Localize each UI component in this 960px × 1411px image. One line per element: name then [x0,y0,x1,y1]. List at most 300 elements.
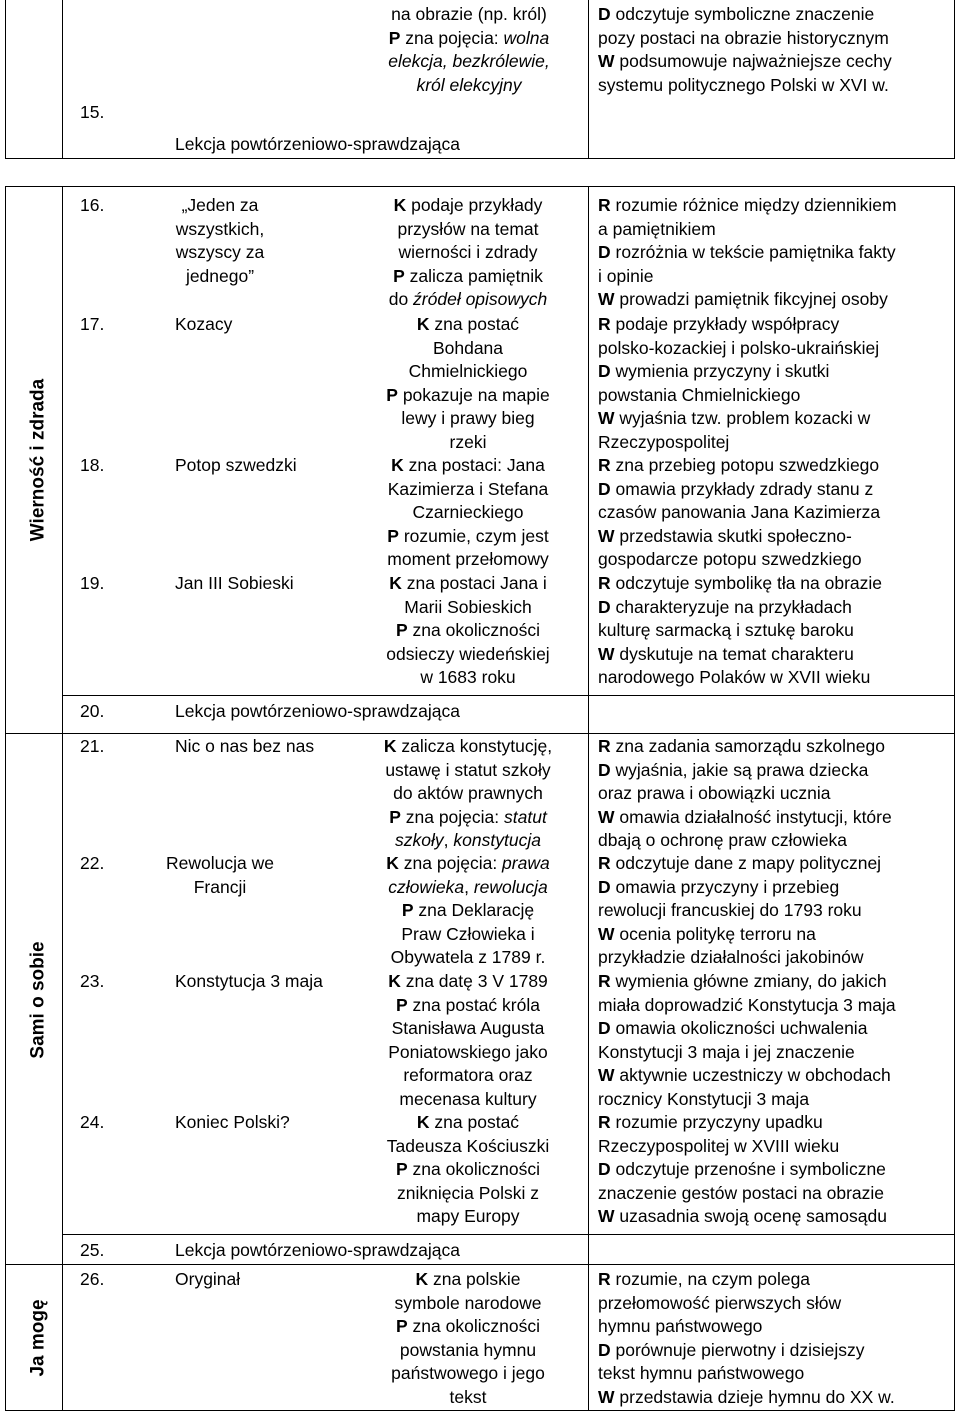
text-segment: rozróżnia w tekście pamiętnika fakty [610,242,896,262]
text-segment: Czarnieckiego [412,502,524,522]
text-line [357,265,579,289]
text-segment: na obrazie (np. król) [391,4,547,24]
text-line [598,501,950,525]
text-segment: Bohdana [432,337,504,358]
title-line: Jan III Sobieski [175,573,294,593]
text-segment: Stanisława Augusta [391,1018,545,1038]
level-marker: P [388,27,401,48]
text-segment: zna okoliczności [407,1316,540,1336]
text-line [357,782,579,806]
section-label-wiernosc: Wierność i zdrada [27,378,49,542]
text-line [598,596,950,620]
level-marker: K [393,195,407,215]
table-border-bottom-top [5,158,955,159]
level-marker: R [598,195,611,215]
text-line [357,431,579,455]
text-segment: zna pojęcia: [400,806,504,827]
text-line [598,876,950,900]
level-marker: K [383,736,397,756]
level-marker: K [389,573,402,593]
lesson-title [175,572,294,596]
section-label-ja-moge: Ja mogę [27,1299,49,1377]
level-marker: R [598,971,611,991]
text-segment: rozumie, na czym polega [610,1269,811,1289]
text-line [357,666,579,690]
text-segment: gospodarcze potopu szwedzkiego [598,549,862,569]
text-line [598,1339,950,1363]
table-border-left-top [5,0,6,158]
text-segment: Tadeusza Kościuszki [386,1135,550,1156]
text-segment: zna pojęcia: [398,853,503,873]
text-segment: dbają o ochronę praw człowieka [598,830,848,850]
text-segment: systemu politycznego Polski w XVI w. [598,74,889,95]
outcomes-cell [598,852,950,970]
text-line [598,337,950,361]
text-line [598,1064,950,1088]
text-segment: rozumie różnice między dziennikiem [610,195,897,215]
text-line [598,735,950,759]
text-line [357,1268,579,1292]
text-segment: w 1683 roku [420,667,516,687]
column-divider [62,186,63,1410]
outcomes-cell [598,313,950,454]
requirements-cell [357,970,579,1111]
lesson-number: 19. [80,573,105,593]
text-line [357,241,579,265]
level-marker: K [415,1269,429,1289]
title-line: „Jeden za [181,195,259,215]
column-divider [588,186,589,1410]
text-segment: zna postać [429,314,520,334]
text-segment: , [443,830,454,850]
title-line: Rewolucja we [166,853,274,873]
text-segment: zna okoliczności [407,620,540,640]
outcomes-cell [598,1111,950,1229]
text-line [598,50,950,74]
text-line [598,1017,950,1041]
text-segment: powstania Chmielnickiego [598,384,801,405]
text-line [598,829,950,853]
text-line [598,946,950,970]
level-marker: W [598,1206,615,1226]
text-line [357,1135,579,1159]
outcomes-cell [598,970,950,1111]
level-marker: K [388,971,401,991]
row-divider [62,1234,955,1235]
text-segment: zna okoliczności [407,1159,540,1179]
text-line [598,1135,950,1159]
text-segment: zalicza pamiętnik [404,265,543,286]
lesson-title [175,735,314,759]
text-line [357,596,579,620]
text-line [357,899,579,923]
text-line [598,384,950,408]
top-requirements [360,3,578,97]
text-line [598,806,950,830]
review-lesson: Lekcja powtórzeniowo-sprawdzająca [175,1240,461,1260]
text-segment: przysłów na temat [397,218,539,239]
text-line [598,548,950,572]
text-segment: mecenasa kultury [399,1088,537,1109]
lesson-number: 15. [80,102,105,122]
level-marker: D [598,361,611,381]
text-segment: do [388,289,414,309]
text-segment: Kazimierza i Stefana [387,478,549,499]
text-segment: rewolucja [473,876,548,897]
level-marker: P [393,265,405,286]
text-segment: pokazuje na mapie [397,384,550,405]
text-segment: aktywnie uczestniczy w obchodach [614,1065,891,1085]
text-line [598,478,950,502]
text-line [357,407,579,431]
text-segment: omawia działalność instytucji, które [614,806,892,827]
table-border-top [5,186,955,187]
lesson-title [175,454,297,478]
level-marker: W [598,1386,615,1407]
text-segment: zna postać [429,1112,520,1132]
level-marker: P [386,384,398,405]
text-segment: źródeł opisowych [413,289,548,309]
text-line [357,1111,579,1135]
top-outcomes [598,3,950,97]
lesson-number: 24. [80,1112,105,1132]
text-line [357,1339,579,1363]
text-segment: pozy postaci na obrazie historycznym [598,27,889,48]
level-marker: R [598,573,611,593]
text-segment: zna postaci Jana i [401,573,547,593]
outcomes-cell [598,572,950,690]
text-line [598,994,950,1018]
text-segment: dyskutuje na temat charakteru [614,643,854,664]
text-line [598,1111,950,1135]
text-segment: zna zadania samorządu szkolnego [610,736,885,756]
text-line [357,994,579,1018]
text-segment: prawa [502,853,550,873]
text-line [357,384,579,408]
level-marker: D [598,242,611,262]
level-marker: R [598,314,611,334]
level-marker: P [396,1316,408,1336]
section-divider [5,1264,955,1265]
level-marker: W [598,1065,615,1085]
requirements-cell [357,852,579,970]
lesson-number: 25. [80,1240,105,1260]
text-segment: przykładzie działalności jakobinów [598,947,864,967]
level-marker: P [389,806,401,827]
text-segment: omawia przyczyny i przebieg [610,876,840,897]
text-segment: rewolucji francuskiej do 1793 roku [598,900,862,920]
text-segment: wierności i zdrady [398,242,538,262]
requirements-cell [357,1111,579,1229]
level-marker: R [598,853,611,873]
text-line [598,572,950,596]
section-label-sami-o-sobie: Sami o sobie [27,941,49,1059]
text-line [357,194,579,218]
text-segment: państwowego i jego [391,1363,545,1383]
level-marker: R [598,1112,611,1132]
text-segment: statut [504,806,547,827]
text-line [598,431,950,455]
row-divider [62,695,955,696]
text-segment: odczytuje symbolikę tła na obrazie [610,573,883,593]
text-segment: powstania hymnu [399,1339,537,1360]
text-segment: przedstawia skutki społeczno- [614,525,852,546]
text-line [357,313,579,337]
title-line: Oryginał [175,1269,241,1289]
title-line: Konstytucja 3 maja [175,971,323,991]
title-line: Potop szwedzki [175,455,297,475]
level-marker: P [387,525,399,546]
requirements-cell [357,1268,579,1409]
level-marker: R [598,455,611,475]
text-segment: oraz prawa i obowiązki ucznia [598,783,831,803]
level-marker: P [396,994,408,1015]
text-line [357,1315,579,1339]
title-line: Kozacy [175,314,233,334]
text-segment: elekcja, bezkrólewie, [388,51,550,71]
text-segment: odczytuje symboliczne znaczenie [610,4,875,24]
text-line [360,3,578,27]
text-segment: uzasadnia swoją ocenę samosądu [614,1206,887,1226]
text-line [598,1205,950,1229]
text-line [357,288,579,312]
text-line [357,923,579,947]
text-line [598,1268,950,1292]
text-segment: rozumie, czym jest [398,525,549,546]
lesson-number: 17. [80,314,105,334]
text-line [598,1292,950,1316]
text-line [357,454,579,478]
text-segment: zna Deklarację [413,900,535,920]
level-marker: D [598,1018,611,1038]
level-marker: D [598,478,611,499]
text-segment: Rzeczypospolitej w XVIII wieku [598,1135,840,1156]
text-segment: odczytuje przenośne i symboliczne [610,1159,886,1179]
text-line [357,1088,579,1112]
text-line [598,619,950,643]
text-line [357,1362,579,1386]
text-segment: symbole narodowe [394,1292,542,1313]
text-line [598,923,950,947]
text-line [598,3,950,27]
text-segment: polsko-kozackiej i polsko-ukraińskiej [598,337,880,358]
text-line [598,1386,950,1410]
lesson-title [175,970,323,994]
review-lesson: Lekcja powtórzeniowo-sprawdzająca [175,134,461,154]
title-line: Nic o nas bez nas [175,736,315,756]
text-segment: wymienia przyczyny i skutki [610,361,830,381]
outcomes-cell [598,735,950,853]
text-segment: zna polskie [428,1269,521,1289]
text-line [357,1064,579,1088]
text-line [357,360,579,384]
text-line [598,643,950,667]
text-line [598,852,950,876]
text-line [357,1292,579,1316]
lesson-number: 16. [80,195,105,215]
text-segment: charakteryzuje na przykładach [610,596,852,617]
text-segment: ocenia politykę terroru na [614,923,816,944]
text-line [357,1158,579,1182]
text-line [357,829,579,853]
text-line [598,265,950,289]
text-segment: lewy i prawy bieg [401,408,535,428]
lesson-number: 18. [80,455,105,475]
text-line [598,1041,950,1065]
text-segment: tekst hymnu państwowego [598,1363,805,1383]
requirements-cell [357,454,579,572]
text-segment: Poniatowskiego jako [388,1041,548,1062]
text-line [357,572,579,596]
text-segment: znaczenie gestów postaci na obrazie [598,1182,885,1203]
text-line [598,360,950,384]
level-marker: W [598,806,615,827]
text-segment: kulturę sarmacką i sztukę baroku [598,620,854,640]
text-line [357,735,579,759]
text-segment: przełomowość pierwszych słów [598,1292,842,1313]
level-marker: W [598,923,615,944]
text-line [357,1386,579,1410]
level-marker: K [391,455,404,475]
text-segment: Praw Człowieka i [401,923,535,944]
level-marker: P [396,620,408,640]
level-marker: P [401,900,414,920]
text-segment: tekst [449,1386,487,1407]
text-line [598,27,950,51]
level-marker: D [598,1339,611,1360]
text-segment: porównuje pierwotny i dzisiejszy [610,1339,865,1360]
level-marker: K [386,853,399,873]
outcomes-cell [598,194,950,312]
text-line [598,666,950,690]
text-line [598,525,950,549]
level-marker: D [598,759,611,780]
text-segment: wolna [503,27,550,48]
level-marker: R [598,736,611,756]
lesson-number: 23. [80,971,105,991]
text-segment: narodowego Polaków w XVII wieku [598,667,871,687]
title-line: wszystkich, [175,218,265,239]
column-divider [62,0,63,158]
text-line [357,946,579,970]
text-line [360,74,578,98]
text-segment: zalicza konstytucję, [396,736,553,756]
text-line [357,759,579,783]
lesson-title [150,852,290,899]
text-segment: Chmielnickiego [408,361,528,381]
requirements-cell [357,735,579,853]
title-line: jednego” [185,265,255,286]
text-segment: król elekcyjny [416,74,522,95]
text-line [598,288,950,312]
text-line [357,218,579,242]
text-segment: zna pojęcia: [400,27,504,48]
text-line [598,899,950,923]
text-segment: i opinie [598,265,654,286]
level-marker: W [598,643,615,664]
text-segment: reformatora oraz [403,1065,533,1085]
section-divider [5,733,955,734]
lesson-title [175,1268,240,1292]
text-segment: podaje przykłady [406,195,543,215]
table-border-right [954,186,955,1410]
requirements-cell [357,313,579,454]
text-segment: konstytucja [453,830,541,850]
table-border-right-top [954,0,955,158]
text-line [357,1041,579,1065]
text-segment: czasów panowania Jana Kazimierza [598,502,881,522]
level-marker: K [416,314,430,334]
text-line [598,454,950,478]
text-segment: prowadzi pamiętnik fikcyjnej osoby [614,289,888,309]
text-segment: zna przebieg potopu szwedzkiego [610,455,880,475]
level-marker: W [598,289,615,309]
text-segment: rzeki [449,431,487,452]
text-line [360,50,578,74]
text-segment: ustawę i statut szkoły [385,759,551,780]
text-segment: przedstawia dzieje hymnu do XX w. [614,1386,895,1407]
text-segment: Konstytucji 3 maja i jej znaczenie [598,1041,855,1062]
text-line [598,194,950,218]
text-line [598,241,950,265]
review-lesson: Lekcja powtórzeniowo-sprawdzająca [175,701,461,721]
text-line [598,1158,950,1182]
text-line [598,1362,950,1386]
text-line [357,970,579,994]
text-segment: odsieczy wiedeńskiej [386,643,550,664]
requirements-cell [357,572,579,690]
outcomes-cell [598,454,950,572]
text-line [598,759,950,783]
level-marker: K [416,1112,430,1132]
text-line [357,619,579,643]
text-segment: wymienia główne zmiany, do jakich [610,971,887,991]
level-marker: W [598,408,615,428]
text-segment: zna postaci: Jana [403,455,545,475]
text-segment: Rzeczypospolitej [598,431,730,452]
text-segment: a pamiętnikiem [598,218,716,239]
level-marker: R [598,1269,611,1289]
requirements-cell [357,194,579,312]
text-segment: , [464,876,474,897]
text-line [357,1182,579,1206]
text-line [360,27,578,51]
text-segment: zna postać króla [407,994,540,1015]
table-border-left [5,186,6,1410]
text-segment: rocznicy Konstytucji 3 maja [598,1088,810,1109]
text-segment: wyjaśnia, jakie są prawa dziecka [610,759,869,780]
text-segment: Obywatela z 1789 r. [390,947,546,967]
text-segment: zniknięcia Polski z [397,1182,539,1203]
text-line [598,1315,950,1339]
text-segment: mapy Europy [416,1206,520,1226]
text-line [357,337,579,361]
text-line [598,407,950,431]
text-line [357,478,579,502]
text-line [357,852,579,876]
lesson-title [175,1111,290,1135]
level-marker: D [598,4,611,24]
level-marker: D [598,876,611,897]
text-line [357,806,579,830]
text-segment: miała doprowadzić Konstytucja 3 maja [598,994,896,1015]
text-segment: zna datę 3 V 1789 [400,971,548,991]
text-line [357,643,579,667]
title-line: Koniec Polski? [175,1112,290,1132]
lesson-title [150,194,290,288]
text-segment: omawia okoliczności uchwalenia [610,1018,868,1038]
lesson-number: 26. [80,1269,105,1289]
